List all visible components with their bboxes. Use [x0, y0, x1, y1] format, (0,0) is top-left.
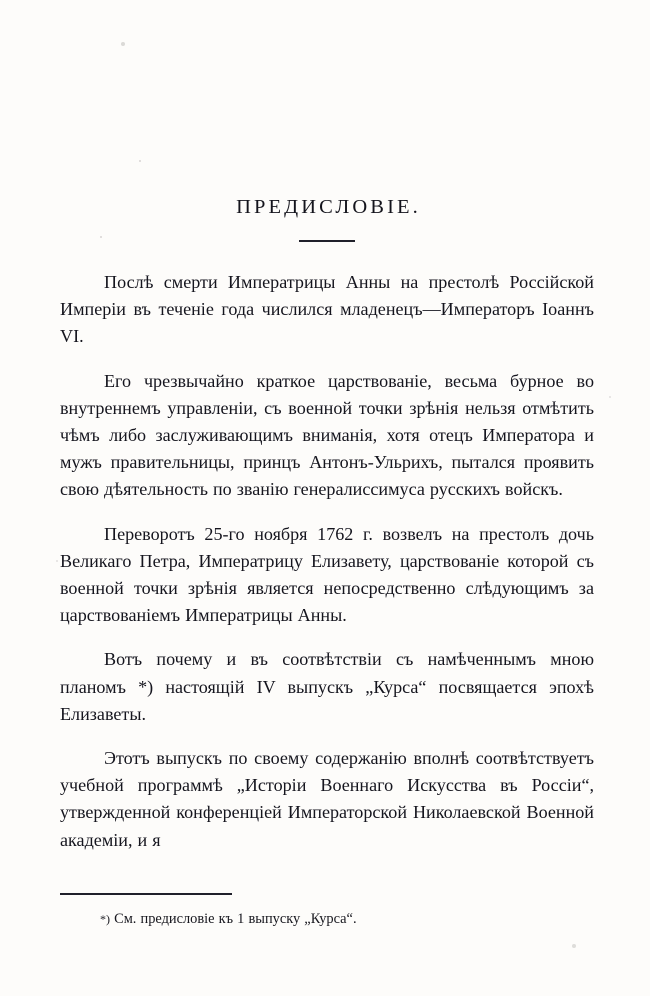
paragraph: Переворотъ 25-го ноября 1762 г. возвелъ на престолъ дочь Великаго Петра, Императрицу Елизавету, царствованіе которой съ военной точки зрѣнія является непосредственно слѣдующимъ за царствованіемъ Императрицы Анны.: [60, 523, 594, 626]
footnote-text: См. предисловіе къ 1 выпуску „Курса“.: [110, 911, 357, 927]
paper-speck: [56, 560, 58, 562]
footnote: [60, 895, 594, 929]
text-body: [60, 0, 594, 854]
paragraph: Вотъ почему и въ соотвѣтствіи съ намѣченнымъ мною планомъ *) настоящій IV выпускъ „Курса“ посвящается эпохѣ Елизаветы.: [60, 649, 594, 724]
footnote-area: [60, 893, 594, 929]
footnote-marker: *): [100, 912, 110, 926]
page-title: ПРЕДИСЛОВІЕ.: [236, 196, 421, 218]
paragraph: Этотъ выпускъ по своему содержанію вполнѣ соотвѣтствуетъ учебной программѣ „Исторіи Военнаго Искусства въ Россіи“, утвержденной конференціей Императорской Николаевской Военной академіи, и я: [60, 748, 594, 850]
paper-speck: [572, 944, 576, 948]
paper-speck: [609, 396, 611, 398]
paragraph: Послѣ смерти Императрицы Анны на престолѣ Россійской Имперіи въ теченіе года числился младенецъ—Императоръ Іоаннъ VI.: [60, 272, 594, 347]
paragraph: Его чрезвычайно краткое царствованіе, весьма бурное во внутреннемъ управленіи, съ военной точки зрѣнія нельзя отмѣтить чѣмъ либо заслуживающимъ вниманія, хотя отецъ Императора и мужъ правительницы, принцъ Антонъ-Ульрихъ, пытался проявить свою дѣятельность по званію генералиссимуса русскихъ войскъ.: [60, 370, 594, 500]
